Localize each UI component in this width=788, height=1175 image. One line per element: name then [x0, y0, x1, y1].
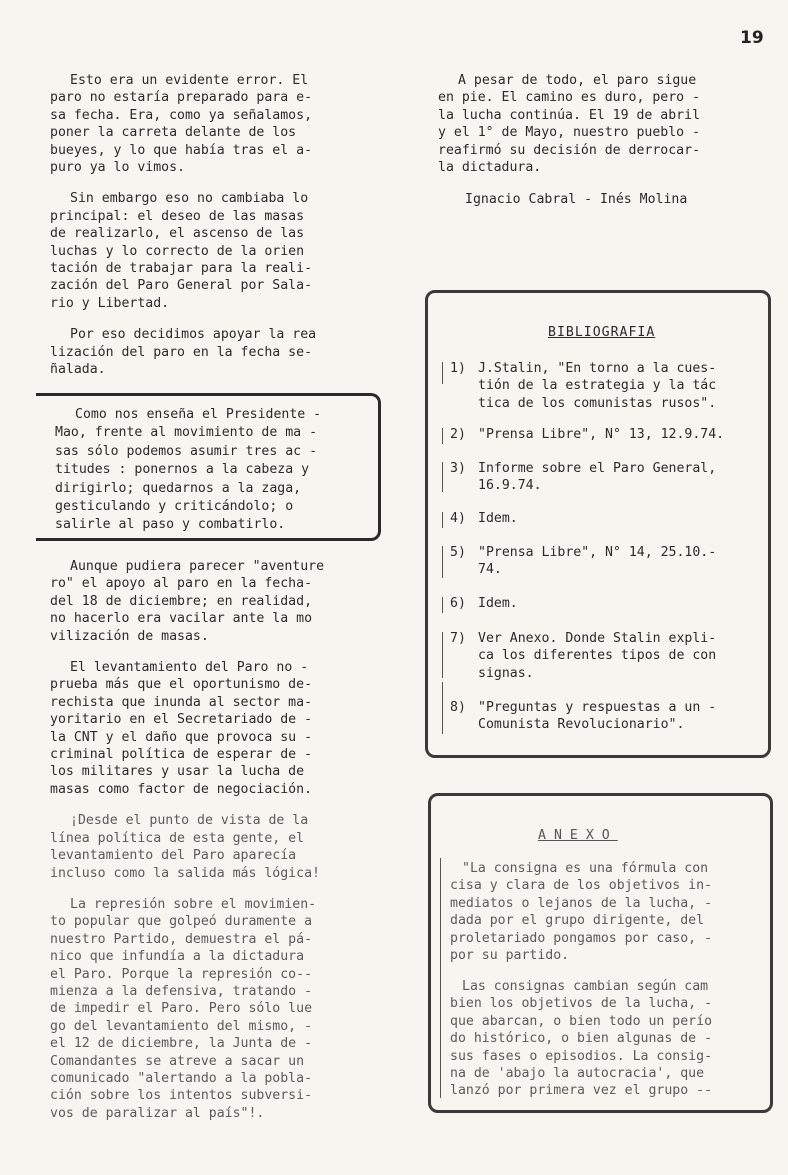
- text-line: La represión sobre el movimien-: [70, 896, 317, 912]
- paragraph: [50, 72, 355, 176]
- text-line: no hacerlo era vacilar ante la mo: [50, 611, 313, 627]
- margin-mark: [442, 428, 443, 444]
- left-column-bottom: [50, 558, 355, 1136]
- text-line: vilización de masas.: [50, 628, 209, 644]
- text-line: paro no estaría preparado para e-: [50, 90, 313, 106]
- item-number: 7): [450, 631, 466, 646]
- text-line: Informe sobre el Paro General,: [478, 461, 717, 476]
- text-line: la CNT y el daño que provoca su -: [50, 729, 313, 745]
- text-line: Aunque pudiera parecer "aventure: [70, 559, 325, 574]
- text-line: mienza a la defensiva, tratando -: [50, 983, 313, 999]
- anexo-paragraph: [450, 860, 765, 964]
- text-line: ¡Desde el punto de vista de la: [70, 813, 309, 829]
- margin-mark: [442, 597, 443, 613]
- text-line: 74.: [478, 562, 502, 578]
- right-intro: [438, 72, 763, 190]
- text-line: comunicado "alertando a la pobla-: [50, 1070, 313, 1086]
- text-line: rechista que inunda al sector ma-: [50, 694, 313, 710]
- text-line: reafirmó su decisión de derrocar-: [438, 142, 701, 158]
- item-number: 6): [450, 596, 466, 611]
- margin-mark: [442, 682, 443, 734]
- text-line: "La consigna es una fórmula con: [462, 861, 709, 876]
- text-line: bien los objetivos de la lucha, -: [450, 996, 713, 1012]
- paragraph: [438, 72, 763, 176]
- text-line: la lucha continúa. El 19 de abril: [438, 107, 701, 123]
- paragraph: [50, 326, 355, 378]
- margin-mark: [442, 512, 443, 528]
- text-line: prueba más que el oportunismo de-: [50, 677, 313, 693]
- margin-mark: [442, 362, 443, 384]
- text-line: J.Stalin, "En torno a la cues-: [478, 361, 717, 376]
- text-line: que abarcan, o bien todo un perío: [450, 1013, 713, 1029]
- text-line: ca los diferentes tipos de con: [478, 648, 717, 664]
- item-number: 8): [450, 700, 466, 715]
- paragraph: [50, 659, 355, 798]
- paragraph: [50, 812, 355, 882]
- text-line: levantamiento del Paro aparecía: [50, 848, 297, 864]
- text-line: titudes : ponernos a la cabeza y: [55, 462, 310, 478]
- text-line: rio y Libertad.: [50, 295, 170, 311]
- text-line: masas como factor de negociación.: [50, 781, 313, 797]
- text-line: tación de trabajar para la reali-: [50, 261, 313, 277]
- text-line: salirle al paso y combatirlo.: [55, 517, 286, 533]
- text-line: el Paro. Porque la represión co--: [50, 966, 313, 982]
- text-line: los militares y usar la lucha de: [50, 764, 305, 780]
- text-line: El levantamiento del Paro no -: [70, 660, 309, 676]
- text-line: cisa y clara de los objetivos in-: [450, 878, 713, 894]
- text-line: por su partido.: [450, 948, 570, 964]
- text-line: "Prensa Libre", N° 13, 12.9.74.: [478, 427, 725, 442]
- text-line: y el 1° de Mayo, nuestro pueblo -: [438, 125, 701, 141]
- text-line: Idem.: [478, 596, 518, 611]
- text-line: del 18 de diciembre; en realidad,: [50, 593, 313, 609]
- text-line: tión de la estrategia y la tác: [478, 378, 717, 394]
- text-line: "Preguntas y respuestas a un -: [478, 700, 717, 715]
- text-line: ñalada.: [50, 362, 106, 378]
- text-line: Comandantes se atreve a sacar un: [50, 1053, 305, 1069]
- paragraph: [50, 558, 355, 645]
- text-line: lanzó por primera vez el grupo --: [450, 1083, 713, 1099]
- text-line: Ver Anexo. Donde Stalin expli-: [478, 631, 717, 646]
- text-line: de realizarlo, el ascenso de las: [50, 226, 305, 242]
- item-number: 4): [450, 511, 466, 526]
- text-line: criminal política de esperar de -: [50, 747, 313, 763]
- text-line: dirigirlo; quedarnos a la zaga,: [55, 480, 302, 496]
- anexo-title: ANEXO: [538, 828, 618, 843]
- text-line: Idem.: [478, 511, 518, 526]
- text-line: Como nos enseña el Presidente -: [75, 407, 322, 422]
- text-line: mediatos o lejanos de la lucha, -: [450, 895, 713, 911]
- text-line: el 12 de diciembre, la Junta de -: [50, 1036, 313, 1052]
- text-line: poner la carreta delante de los: [50, 125, 297, 141]
- text-line: vos de paralizar al país"!.: [50, 1105, 265, 1121]
- text-line: línea política de esta gente, el: [50, 830, 305, 846]
- anexo-paragraph: [450, 978, 765, 1100]
- text-line: sus fases o episodios. La consig-: [450, 1048, 713, 1064]
- text-line: Comunista Revolucionario".: [478, 717, 685, 733]
- text-line: yoritario en el Secretariado de -: [50, 712, 313, 728]
- text-line: signas.: [478, 665, 534, 681]
- text-line: nico que infundía a la dictadura: [50, 949, 305, 965]
- text-line: Mao, frente al movimiento de ma -: [55, 425, 318, 441]
- text-line: gesticulando y criticándolo; o: [55, 499, 294, 515]
- bibliography-title: BIBLIOGRAFIA: [548, 325, 656, 340]
- margin-mark: [442, 632, 443, 678]
- text-line: en pie. El camino es duro, pero -: [438, 90, 701, 106]
- text-line: A pesar de todo, el paro sigue: [458, 73, 697, 88]
- margin-mark: [442, 546, 443, 578]
- text-line: de impedir el Paro. Pero sólo lue: [50, 1001, 313, 1017]
- text-line: incluso como la salida más lógica!: [50, 865, 320, 881]
- item-number: 3): [450, 461, 466, 476]
- text-line: luchas y lo correcto de la orien: [50, 243, 305, 259]
- text-line: dada por el grupo dirigente, del: [450, 913, 705, 929]
- text-line: na de 'abajo la autocracia', que: [450, 1066, 705, 1082]
- text-line: sas sólo podemos asumir tres ac -: [55, 443, 318, 459]
- text-line: Por eso decidimos apoyar la rea: [70, 327, 317, 343]
- text-line: Sin embargo eso no cambiaba lo: [70, 191, 309, 207]
- text-line: lización del paro en la fecha se-: [50, 344, 313, 360]
- text-line: Las consignas cambian según cam: [462, 979, 709, 994]
- margin-mark: [440, 858, 441, 1098]
- mao-quote: [55, 406, 355, 535]
- text-line: "Prensa Libre", N° 14, 25.10.-: [478, 545, 717, 560]
- page-number: 19: [740, 28, 764, 48]
- text-line: puro ya lo vimos.: [50, 160, 185, 176]
- text-line: proletariado pongamos por caso, -: [450, 930, 713, 946]
- text-line: zación del Paro General por Sala-: [50, 278, 313, 294]
- paragraph: [50, 190, 355, 312]
- text-line: 16.9.74.: [478, 478, 542, 494]
- text-line: Esto era un evidente error. El: [70, 73, 309, 88]
- margin-mark: [442, 462, 443, 492]
- text-line: nuestro Partido, demuestra el pá-: [50, 931, 313, 947]
- item-number: 2): [450, 427, 466, 442]
- item-number: 5): [450, 545, 466, 560]
- text-line: sa fecha. Era, como ya señalamos,: [50, 107, 313, 123]
- text-line: bueyes, y lo que había tras el a-: [50, 142, 313, 158]
- text-line: ción sobre los intentos subversi-: [50, 1088, 313, 1104]
- item-number: 1): [450, 361, 466, 376]
- text-line: do histórico, o bien algunas de -: [450, 1031, 713, 1047]
- text-line: la dictadura.: [438, 160, 542, 176]
- left-column-top: [50, 72, 355, 393]
- text-line: go del levantamiento del mismo, -: [50, 1018, 313, 1034]
- paragraph: [50, 896, 355, 1122]
- signature: Ignacio Cabral - Inés Molina: [465, 192, 688, 207]
- text-line: principal: el deseo de las masas: [50, 208, 305, 224]
- text-line: ro" el apoyo al paro en la fecha-: [50, 576, 313, 592]
- text-line: tica de los comunistas rusos".: [478, 395, 717, 411]
- text-line: to popular que golpeó duramente a: [50, 914, 313, 930]
